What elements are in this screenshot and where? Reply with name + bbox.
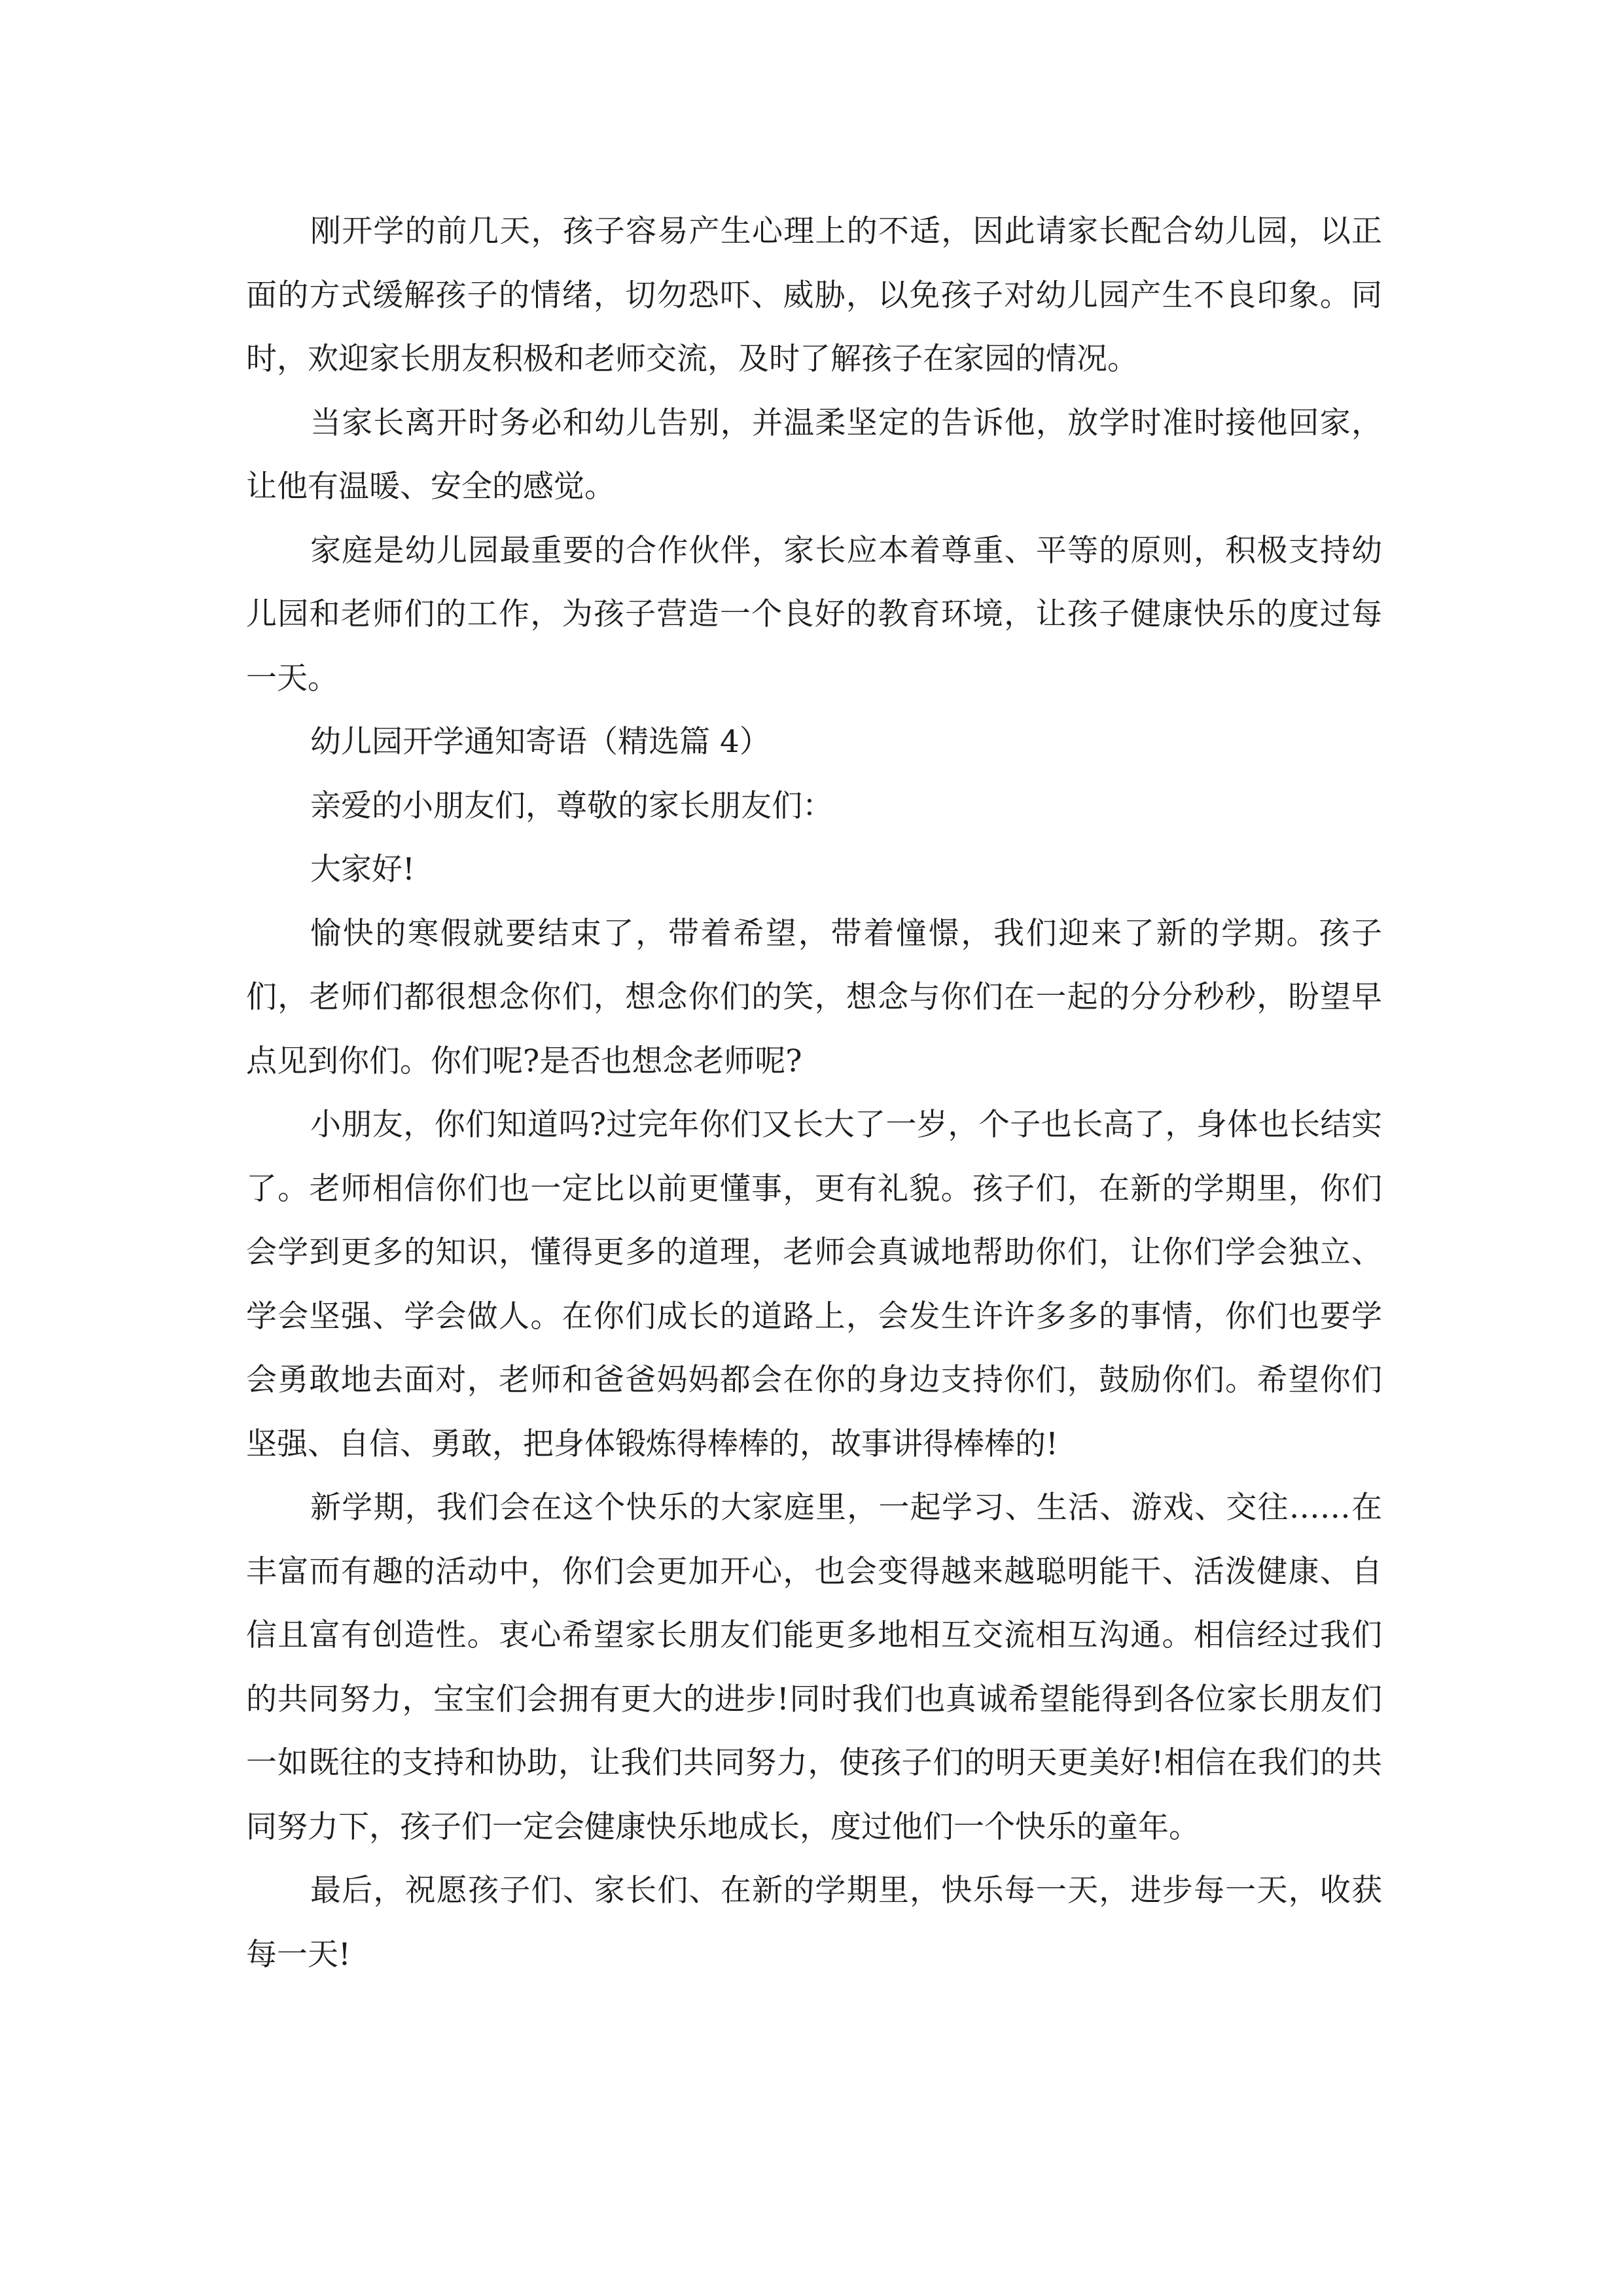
salutation: 亲爱的小朋友们，尊敬的家长朋友们： bbox=[310, 787, 833, 824]
document-body bbox=[246, 200, 1382, 1986]
paragraph-growing-up: 小朋友，你们知道吗?过完年你们又长大了一岁，个子也长高了，身体也长结实了。老师相信你们也一定比以前更懂事，更有礼貌。孩子们，在新的学期里，你们会学到更多的知识，懂得更多的道理，老师会真诚地帮助你们，让你们学会独立、学会坚强、学会做人。在你们成长的道路上，会发生许许多多的事情，你们也要学会勇敢地去面对，老师和爸爸妈妈都会在你的身边支持你们，鼓励你们。希望你们坚强、自信、勇敢，把身体锻炼得棒棒的，故事讲得棒棒的! bbox=[246, 1107, 1382, 1462]
paragraph-new-semester: 新学期，我们会在这个快乐的大家庭里，一起学习、生活、游戏、交往……在丰富而有趣的活动中，你们会更加开心，也会变得越来越聪明能干、活泼健康、自信且富有创造性。衷心希望家长朋友们能更多地相互交流相互沟通。相信经过我们的共同努力，宝宝们会拥有更大的进步!同时我们也真诚希望能得到各位家长朋友们一如既往的支持和协助，让我们共同努力，使孩子们的明天更美好!相信在我们的共同努力下，孩子们一定会健康快乐地成长，度过他们一个快乐的童年。 bbox=[246, 1490, 1382, 1845]
section-title: 幼儿园开学通知寄语（精选篇 4） bbox=[310, 724, 770, 760]
paragraph-farewell-advice: 当家长离开时务必和幼儿告别，并温柔坚定的告诉他，放学时准时接他回家，让他有温暖、安全的感觉。 bbox=[246, 404, 1382, 505]
paragraph-opening-advice: 刚开学的前几天，孩子容易产生心理上的不适，因此请家长配合幼儿园，以正面的方式缓解孩子的情绪，切勿恐吓、威胁，以免孩子对幼儿园产生不良印象。同时，欢迎家长朋友积极和老师交流，及时了解孩子在家园的情况。 bbox=[246, 213, 1382, 377]
greeting: 大家好! bbox=[310, 852, 415, 888]
paragraph-closing-wishes: 最后，祝愿孩子们、家长们、在新的学期里，快乐每一天，进步每一天，收获每一天! bbox=[246, 1873, 1382, 1973]
paragraph-winter-break: 愉快的寒假就要结束了，带着希望，带着憧憬，我们迎来了新的学期。孩子们，老师们都很想念你们，想念你们的笑，想念与你们在一起的分分秒秒，盼望早点见到你们。你们呢?是否也想念老师呢? bbox=[246, 915, 1382, 1079]
paragraph-family-partnership: 家庭是幼儿园最重要的合作伙伴，家长应本着尊重、平等的原则，积极支持幼儿园和老师们的工作，为孩子营造一个良好的教育环境，让孩子健康快乐的度过每一天。 bbox=[246, 532, 1382, 696]
